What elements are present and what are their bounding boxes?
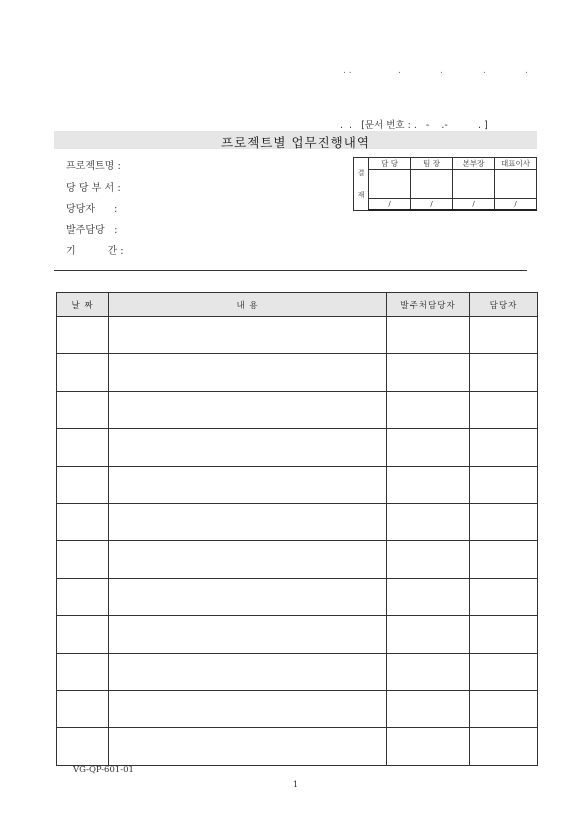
table-row	[57, 391, 538, 428]
client-contact-cell[interactable]	[387, 728, 470, 765]
table-row	[57, 503, 538, 540]
content-cell[interactable]	[109, 653, 387, 690]
page-number: 1	[292, 780, 299, 790]
content-cell[interactable]	[109, 466, 387, 503]
field-client-contact: 발주담당 :	[66, 225, 118, 236]
client-contact-cell[interactable]	[387, 429, 470, 466]
approval-col-staff: 담 당	[369, 158, 411, 170]
table-row	[57, 466, 538, 503]
dot-mark: .	[483, 66, 486, 76]
date-cell[interactable]	[57, 653, 109, 690]
dot-mark: .	[398, 66, 401, 76]
client-contact-cell[interactable]	[387, 541, 470, 578]
document-number: . . [문서 번호 : . - .- . ]	[340, 120, 488, 131]
content-cell[interactable]	[109, 354, 387, 391]
approval-date-cell[interactable]: /	[411, 198, 453, 210]
page-title: 프로젝트별 업무진행내역	[221, 135, 370, 150]
field-department: 당 당 부 서 :	[66, 183, 121, 194]
manager-cell[interactable]	[470, 616, 538, 653]
section-divider	[54, 270, 527, 271]
approval-side-label	[354, 158, 369, 211]
content-cell[interactable]	[109, 317, 387, 354]
table-row	[57, 429, 538, 466]
table-row	[57, 653, 538, 690]
dot-mark: .	[525, 66, 528, 76]
manager-cell[interactable]	[470, 466, 538, 503]
manager-cell[interactable]	[470, 317, 538, 354]
date-cell[interactable]	[57, 391, 109, 428]
manager-cell[interactable]	[470, 391, 538, 428]
date-cell[interactable]	[57, 466, 109, 503]
client-contact-cell[interactable]	[387, 354, 470, 391]
table-row	[57, 616, 538, 653]
date-cell[interactable]	[57, 578, 109, 615]
approval-date-cell[interactable]: /	[495, 198, 537, 210]
dot-mark: . .	[343, 66, 352, 76]
client-contact-cell[interactable]	[387, 391, 470, 428]
manager-cell[interactable]	[470, 354, 538, 391]
manager-cell[interactable]	[470, 653, 538, 690]
date-cell[interactable]	[57, 317, 109, 354]
approval-box	[353, 157, 537, 211]
form-code: VG-QP-601-01	[73, 765, 134, 775]
manager-cell[interactable]	[470, 690, 538, 727]
field-project-name: 프로젝트명 :	[66, 161, 121, 172]
manager-cell[interactable]	[470, 503, 538, 540]
date-cell[interactable]	[57, 541, 109, 578]
content-cell[interactable]	[109, 728, 387, 765]
approval-date-cell[interactable]: /	[453, 198, 495, 210]
dot-mark: .	[440, 66, 443, 76]
content-cell[interactable]	[109, 429, 387, 466]
table-row	[57, 541, 538, 578]
client-contact-cell[interactable]	[387, 616, 470, 653]
column-header-content: 내 용	[109, 293, 387, 317]
content-cell[interactable]	[109, 391, 387, 428]
approval-col-team-lead: 팀 장	[411, 158, 453, 170]
progress-table	[56, 292, 537, 766]
column-header-client-contact: 발주처담당자	[387, 293, 470, 317]
table-row	[57, 690, 538, 727]
table-row	[57, 317, 538, 354]
column-header-date: 날 짜	[57, 293, 109, 317]
approval-col-division-head: 본부장	[453, 158, 495, 170]
signature-cell[interactable]	[495, 170, 537, 199]
content-cell[interactable]	[109, 616, 387, 653]
table-row	[57, 354, 538, 391]
approval-date-cell[interactable]: /	[369, 198, 411, 210]
table-row	[57, 728, 538, 765]
client-contact-cell[interactable]	[387, 503, 470, 540]
date-cell[interactable]	[57, 728, 109, 765]
signature-cell[interactable]	[453, 170, 495, 199]
content-cell[interactable]	[109, 690, 387, 727]
client-contact-cell[interactable]	[387, 578, 470, 615]
approval-col-ceo: 대표이사	[495, 158, 537, 170]
content-cell[interactable]	[109, 503, 387, 540]
field-manager: 당당자 :	[66, 204, 118, 215]
column-header-manager: 담당자	[470, 293, 538, 317]
header-dot-marks	[330, 66, 540, 78]
content-cell[interactable]	[109, 578, 387, 615]
date-cell[interactable]	[57, 690, 109, 727]
manager-cell[interactable]	[470, 429, 538, 466]
client-contact-cell[interactable]	[387, 317, 470, 354]
client-contact-cell[interactable]	[387, 466, 470, 503]
date-cell[interactable]	[57, 429, 109, 466]
approval-label-bottom: 재	[357, 190, 365, 199]
field-period: 기 간 :	[66, 246, 124, 257]
date-cell[interactable]	[57, 616, 109, 653]
manager-cell[interactable]	[470, 541, 538, 578]
manager-cell[interactable]	[470, 578, 538, 615]
signature-cell[interactable]	[411, 170, 453, 199]
approval-label-top: 결	[357, 168, 365, 177]
client-contact-cell[interactable]	[387, 653, 470, 690]
date-cell[interactable]	[57, 354, 109, 391]
client-contact-cell[interactable]	[387, 690, 470, 727]
manager-cell[interactable]	[470, 728, 538, 765]
content-cell[interactable]	[109, 541, 387, 578]
table-row	[57, 578, 538, 615]
date-cell[interactable]	[57, 503, 109, 540]
table-body	[57, 317, 538, 766]
signature-cell[interactable]	[369, 170, 411, 199]
